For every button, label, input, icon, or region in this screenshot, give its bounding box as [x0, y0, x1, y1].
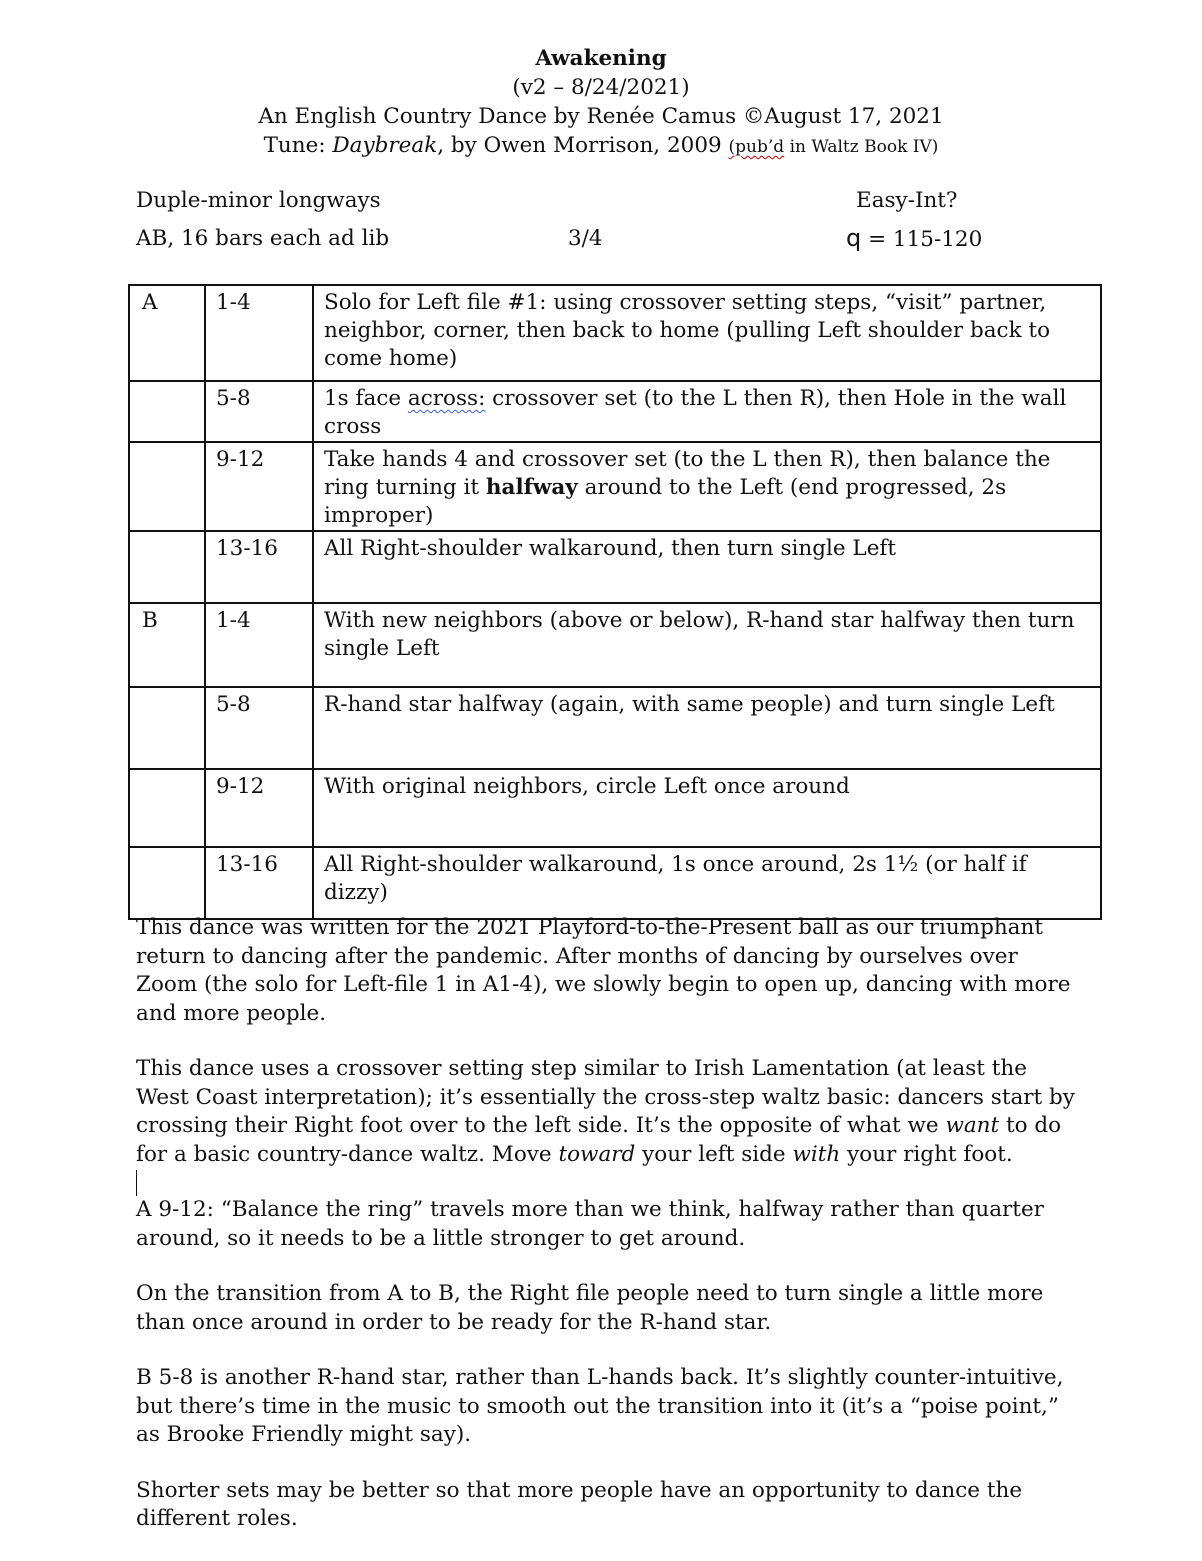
- figure-cell: All Right-shoulder walkaround, 1s once around, 2s 1½ (or half if dizzy): [313, 847, 1101, 919]
- quarter-note-icon: q: [846, 224, 862, 252]
- table-row: [129, 531, 1101, 603]
- note-italic: want: [945, 1113, 1000, 1138]
- notes-section: [136, 914, 1076, 1561]
- dance-figures-table: [128, 284, 1102, 920]
- note-text: This dance uses a crossover setting step similar to Irish Lamentation (at least the West Coast interpretation); it’s essentially the cross-step waltz basic: dancers start by crossing their Right foot over to the left side. It’s the opposite of what we: [136, 1056, 1075, 1138]
- note-paragraph: [136, 1055, 1076, 1169]
- tune-name: Daybreak: [332, 133, 438, 158]
- bars-cell: 1-4: [205, 285, 313, 381]
- bars-cell: 1-4: [205, 603, 313, 687]
- structure: AB, 16 bars each ad lib: [136, 226, 390, 251]
- figure-bold-text: halfway: [485, 475, 578, 500]
- table-row: [129, 603, 1101, 687]
- section-cell: [129, 442, 205, 531]
- note-italic: toward: [558, 1141, 636, 1167]
- section-cell: [129, 769, 205, 847]
- note-text: to do for a basic country-dance waltz. Move: [136, 1113, 1062, 1167]
- bars-cell: 5-8: [205, 687, 313, 769]
- figure-text: Take hands 4 and crossover set (to the L then R), then balance the ring turning it: [324, 447, 1051, 500]
- dance-title: Awakening: [535, 46, 667, 71]
- figure-text: 1s face: [324, 386, 408, 411]
- document-header: [0, 44, 1202, 162]
- note-italic: with: [792, 1141, 841, 1167]
- section-cell: A: [129, 285, 205, 381]
- table-row: [129, 442, 1101, 531]
- bars-cell: 13-16: [205, 531, 313, 603]
- table-row: [129, 285, 1101, 381]
- note-paragraph: A 9-12: “Balance the ring” travels more than we think, halfway rather than quarter around, so it needs to be a little stronger to get around.: [136, 1197, 1044, 1251]
- note-paragraph: On the transition from A to B, the Right file people need to turn single a little more than once around in order to be ready for the R-hand star.: [136, 1281, 1044, 1335]
- note-paragraph: Shorter sets may be better so that more people have an opportunity to dance the different roles.: [136, 1477, 1023, 1531]
- figure-text: around to the Left (end progressed, 2s improper): [324, 475, 1007, 528]
- bars-cell: 9-12: [205, 769, 313, 847]
- text-cursor[interactable]: [136, 1170, 137, 1196]
- byline: An English Country Dance by Renée Camus ©August 17, 2021: [258, 104, 944, 129]
- grammar-flag-word: across:: [407, 386, 486, 411]
- figure-cell: [313, 442, 1101, 531]
- publication-rest: in Waltz Book IV): [784, 137, 939, 157]
- table-row: [129, 769, 1101, 847]
- table-row: [129, 687, 1101, 769]
- bars-cell: 13-16: [205, 847, 313, 919]
- figure-cell: [313, 381, 1101, 442]
- version-line: (v2 – 8/24/2021): [512, 75, 690, 100]
- section-cell: [129, 531, 205, 603]
- note-text: your right foot.: [840, 1141, 1013, 1167]
- time-signature: 3/4: [568, 226, 603, 251]
- difficulty: Easy-Int?: [856, 188, 958, 213]
- tempo: [846, 224, 982, 252]
- section-cell: B: [129, 603, 205, 687]
- figure-cell: With new neighbors (above or below), R-hand star halfway then turn single Left: [313, 603, 1101, 687]
- bars-cell: 5-8: [205, 381, 313, 442]
- table-row: [129, 381, 1101, 442]
- note-paragraph: This dance was written for the 2021 Playford-to-the-Present ball as our triumphant return to dancing after the pandemic. After months of dancing by ourselves over Zoom (the solo for Left-file 1 in A1-4), we slowly begin to open up, dancing with more and more people.: [136, 915, 1071, 1026]
- note-paragraph: B 5-8 is another R-hand star, rather than L-hands back. It’s slightly counter-intuitive, but there’s time in the music to smooth out the transition into it (it’s a “poise point,” as Brooke Friendly might say).: [136, 1365, 1064, 1447]
- table-row: [129, 847, 1101, 919]
- section-cell: [129, 687, 205, 769]
- note-text: your left side: [635, 1141, 793, 1167]
- spellcheck-word: (pub’d: [728, 137, 785, 157]
- formation: Duple-minor longways: [136, 188, 381, 213]
- figure-cell: With original neighbors, circle Left once around: [313, 769, 1101, 847]
- publication-note: [729, 137, 939, 157]
- tune-prefix: Tune:: [263, 133, 333, 158]
- tune-line: [0, 131, 1202, 162]
- section-cell: [129, 381, 205, 442]
- figure-text: crossover set (to the L then R), then Hole in the wall cross: [324, 386, 1067, 439]
- section-cell: [129, 847, 205, 919]
- tune-suffix: , by Owen Morrison, 2009: [437, 133, 722, 158]
- figure-cell: All Right-shoulder walkaround, then turn single Left: [313, 531, 1101, 603]
- figure-cell: Solo for Left file #1: using crossover setting steps, “visit” partner, neighbor, corner, then back to home (pulling Left shoulder back to come home): [313, 285, 1101, 381]
- tempo-value: = 115-120: [861, 227, 983, 252]
- bars-cell: 9-12: [205, 442, 313, 531]
- figure-cell: R-hand star halfway (again, with same people) and turn single Left: [313, 687, 1101, 769]
